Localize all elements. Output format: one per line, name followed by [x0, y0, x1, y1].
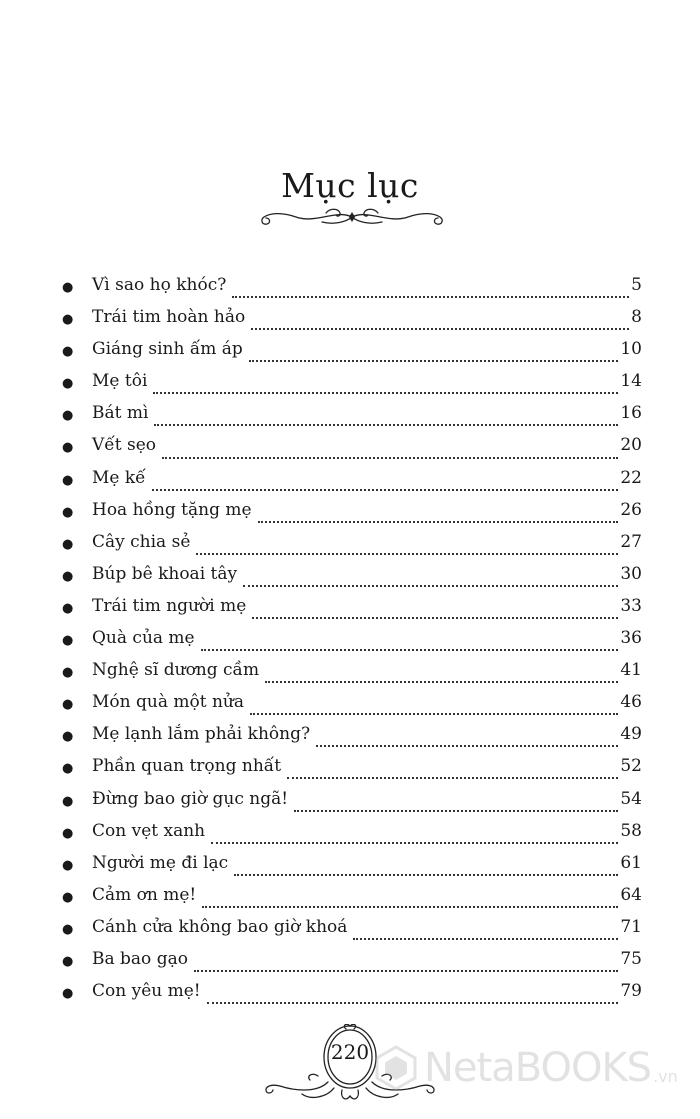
toc-entry-page: 49 — [620, 724, 642, 745]
dot-leader — [201, 649, 619, 651]
toc-entry-page: 14 — [620, 371, 642, 392]
bullet-icon: ● — [62, 568, 74, 584]
toc-entry-title: Quà của mẹ — [92, 628, 195, 649]
dot-leader — [249, 360, 619, 362]
toc-entry-page: 46 — [620, 692, 642, 713]
netabooks-logo-icon — [372, 1044, 420, 1092]
dot-leader — [202, 906, 618, 908]
toc-row[interactable] — [62, 564, 642, 596]
toc-row[interactable] — [62, 500, 642, 532]
bullet-icon: ● — [62, 440, 74, 456]
title-flourish-ornament — [256, 204, 448, 230]
bullet-icon: ● — [62, 600, 74, 616]
bullet-icon: ● — [62, 986, 74, 1002]
toc-row[interactable] — [62, 275, 642, 307]
toc-row[interactable] — [62, 756, 642, 788]
toc-entry-title: Búp bê khoai tây — [92, 563, 238, 584]
dot-leader — [153, 392, 618, 394]
toc-entry-page: 79 — [620, 981, 642, 1002]
bullet-icon: ● — [62, 857, 74, 873]
bullet-icon: ● — [62, 889, 74, 905]
toc-row[interactable] — [62, 789, 642, 821]
toc-entry-title: Trái tim người mẹ — [92, 595, 247, 616]
table-of-contents — [62, 275, 642, 1013]
dot-leader — [252, 617, 618, 619]
toc-entry-title: Hoa hồng tặng mẹ — [92, 499, 252, 520]
toc-entry-title: Nghệ sĩ dương cầm — [92, 660, 260, 681]
toc-row[interactable] — [62, 403, 642, 435]
toc-entry-title: Con vẹt xanh — [92, 820, 206, 841]
toc-entry-page: 41 — [620, 660, 642, 681]
dot-leader — [211, 842, 618, 844]
toc-entry-title: Cánh cửa không bao giờ khoá — [92, 916, 348, 937]
bullet-icon: ● — [62, 344, 74, 360]
toc-row[interactable] — [62, 692, 642, 724]
dot-leader — [154, 424, 618, 426]
bullet-icon: ● — [62, 504, 74, 520]
toc-entry-title: Vì sao họ khóc? — [92, 275, 227, 295]
toc-row[interactable] — [62, 660, 642, 692]
dot-leader — [194, 970, 618, 972]
toc-entry-title: Mẹ tôi — [92, 371, 148, 392]
toc-row[interactable] — [62, 885, 642, 917]
toc-row[interactable] — [62, 596, 642, 628]
toc-entry-page: 27 — [620, 531, 642, 552]
bullet-icon: ● — [62, 312, 74, 328]
toc-entry-title: Mẹ lạnh lắm phải không? — [92, 724, 311, 745]
toc-entry-title: Mẹ kế — [92, 467, 146, 488]
toc-row[interactable] — [62, 981, 642, 1013]
watermark-brand: NetaBOOKS — [424, 1045, 652, 1091]
toc-row[interactable] — [62, 821, 642, 853]
watermark — [372, 1044, 678, 1092]
bullet-icon: ● — [62, 280, 74, 295]
dot-leader — [258, 521, 619, 523]
dot-leader — [234, 874, 618, 876]
dot-leader — [294, 810, 618, 812]
toc-row[interactable] — [62, 724, 642, 756]
toc-entry-page: 16 — [620, 403, 642, 424]
toc-row[interactable] — [62, 532, 642, 564]
toc-entry-title: Người mẹ đi lạc — [92, 852, 229, 873]
toc-entry-title: Cây chia sẻ — [92, 531, 191, 552]
dot-leader — [243, 585, 618, 587]
bullet-icon: ● — [62, 633, 74, 649]
toc-entry-page: 58 — [620, 820, 642, 841]
page-title: Mục lục — [281, 166, 419, 205]
toc-entry-page: 36 — [620, 628, 642, 649]
toc-entry-title: Cảm ơn mẹ! — [92, 884, 197, 905]
bullet-icon: ● — [62, 408, 74, 424]
toc-row[interactable] — [62, 468, 642, 500]
toc-entry-title: Vết sẹo — [92, 435, 156, 456]
bullet-icon: ● — [62, 793, 74, 809]
toc-entry-page: 64 — [620, 884, 642, 905]
watermark-suffix: .vn — [653, 1066, 678, 1086]
toc-entry-page: 8 — [631, 307, 642, 328]
dot-leader — [207, 1002, 619, 1004]
bullet-icon: ● — [62, 729, 74, 745]
toc-row[interactable] — [62, 435, 642, 467]
dot-leader — [232, 296, 629, 298]
toc-entry-title: Bát mì — [92, 403, 149, 424]
bullet-icon: ● — [62, 697, 74, 713]
toc-row[interactable] — [62, 917, 642, 949]
dot-leader — [353, 938, 618, 940]
bullet-icon: ● — [62, 376, 74, 392]
toc-entry-page: 52 — [620, 756, 642, 777]
toc-row[interactable] — [62, 339, 642, 371]
bullet-icon: ● — [62, 536, 74, 552]
toc-entry-title: Trái tim hoàn hảo — [92, 307, 246, 328]
toc-entry-title: Món quà một nửa — [92, 692, 244, 713]
toc-entry-title: Con yêu mẹ! — [92, 981, 201, 1002]
bullet-icon: ● — [62, 665, 74, 681]
dot-leader — [287, 777, 618, 779]
bullet-icon: ● — [62, 921, 74, 937]
bullet-icon: ● — [62, 825, 74, 841]
toc-row[interactable] — [62, 628, 642, 660]
dot-leader — [152, 489, 619, 491]
dot-leader — [196, 553, 618, 555]
page-number: 220 — [330, 1040, 370, 1064]
dot-leader — [316, 745, 618, 747]
toc-row[interactable] — [62, 949, 642, 981]
dot-leader — [250, 713, 618, 715]
toc-row[interactable] — [62, 307, 642, 339]
toc-entry-page: 5 — [631, 275, 642, 295]
bullet-icon: ● — [62, 472, 74, 488]
toc-entry-title: Đừng bao giờ gục ngã! — [92, 788, 289, 809]
dot-leader — [265, 681, 618, 683]
dot-leader — [251, 328, 629, 330]
toc-entry-title: Phần quan trọng nhất — [92, 756, 282, 777]
toc-entry-page: 33 — [620, 595, 642, 616]
toc-entry-title: Ba bao gạo — [92, 948, 188, 969]
toc-entry-page: 75 — [620, 948, 642, 969]
toc-entry-page: 30 — [620, 563, 642, 584]
toc-entry-page: 54 — [620, 788, 642, 809]
bullet-icon: ● — [62, 761, 74, 777]
toc-row[interactable] — [62, 371, 642, 403]
toc-entry-page: 71 — [620, 916, 642, 937]
toc-entry-page: 20 — [620, 435, 642, 456]
toc-entry-page: 22 — [620, 467, 642, 488]
bullet-icon: ● — [62, 953, 74, 969]
toc-entry-page: 26 — [620, 499, 642, 520]
dot-leader — [162, 457, 618, 459]
toc-entry-page: 61 — [620, 852, 642, 873]
toc-entry-page: 10 — [620, 339, 642, 360]
toc-row[interactable] — [62, 853, 642, 885]
toc-entry-title: Giáng sinh ấm áp — [92, 339, 243, 360]
